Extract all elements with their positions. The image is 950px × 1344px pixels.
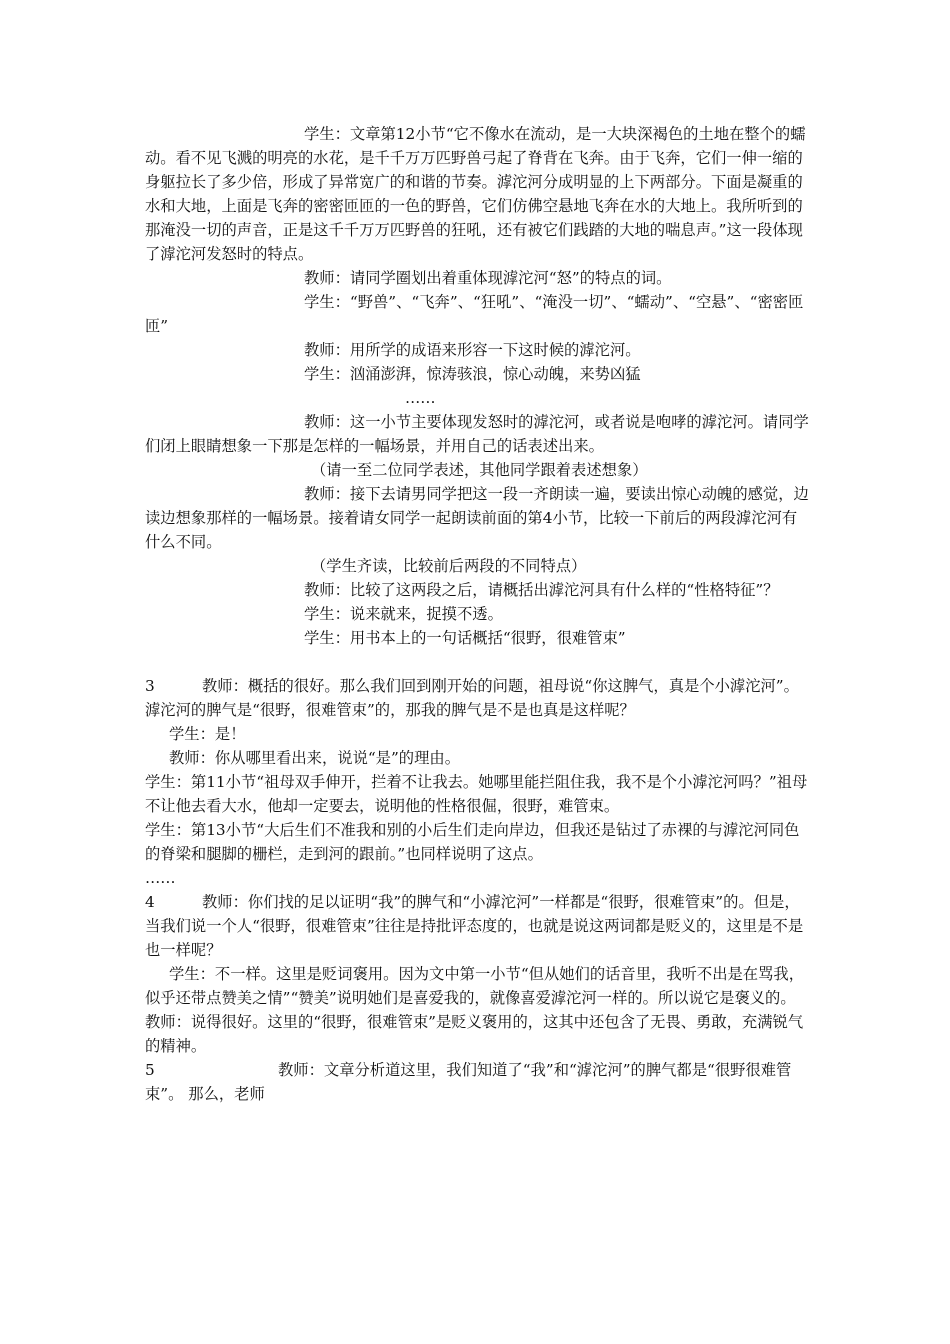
paragraph-teacher-read-aloud: 教师：接下去请男同学把这一段一齐朗读一遍，要读出惊心动魄的感觉，边读边想象那样的一幅场景。接着请女同学一起朗读前面的第4小节，比较一下前后的两段滹沱河有什么不同。 bbox=[145, 485, 809, 551]
paragraph-student-yes: 学生：是！ bbox=[169, 725, 246, 743]
section-number: 5 bbox=[145, 1061, 155, 1079]
paragraph-student-section12: 学生：文章第12小节“它不像水在流动，是一大块深褐色的土地在整个的蠕动。看不见飞溅的明亮的水花，是千千万万匹野兽弓起了脊背在飞奔。由于飞奔，它们一伸一缩的身躯拉长了多少倍，形成了异常宽广的和谐的节奏。滹沱河分成明显的上下两部分。下面是凝重的水和大地，上面是飞奔的密密匝匝的一色的野兽，它们仿佛空悬地飞奔在水的大地上。我所听到的那淹没一切的声音，正是这千千万万匹野兽的狂吼，还有被它们践踏的大地的喘息声。”这一段体现了滹沱河发怒时的特点。 bbox=[145, 125, 806, 263]
paragraph-note-compare: （学生齐读，比较前后两段的不同特点） bbox=[311, 557, 587, 575]
paragraph-teacher-conclusion: 教师：文章分析道这里，我们知道了“我”和“滹沱河”的脾气都是“很野很难管束”。 那么，老师 bbox=[145, 1061, 792, 1103]
section-5 bbox=[145, 1058, 810, 1106]
paragraph-teacher-evidence: 教师：你们找的足以证明“我”的脾气和“小滹沱河”一样都是“很野，很难管束”的。但是，当我们说一个人“很野，很难管束”往往是持批评态度的，也就是说这两词都是贬义的，这里是不是也一样呢？ bbox=[145, 893, 804, 959]
paragraph-student-quote: 学生：用书本上的一句话概括“很野，很难管束” bbox=[304, 629, 626, 647]
paragraph-note-describe: （请一至二位同学表述，其他同学跟着表述想象） bbox=[311, 461, 648, 479]
document-body bbox=[145, 122, 810, 1106]
paragraph-student-section13: 学生：第13小节“大后生们不准我和别的小后生们走向岸边，但我还是钻过了赤裸的与滹沱河同色的脊梁和腿脚的栅栏，走到河的跟前。”也同样说明了这点。 bbox=[145, 821, 800, 863]
section-number: 4 bbox=[145, 893, 155, 911]
paragraph-student-idioms: 学生：汹涌澎湃，惊涛骇浪，惊心动魄，来势凶猛 bbox=[304, 365, 641, 383]
paragraph-teacher-circle-words: 教师：请同学圈划出着重体现滹沱河“怒”的特点的词。 bbox=[304, 269, 672, 287]
paragraph-teacher-imagine: 教师：这一小节主要体现发怒时的滹沱河，或者说是咆哮的滹沱河。请同学们闭上眼睛想象一下那是怎样的一幅场景，并用自己的话表述出来。 bbox=[145, 413, 809, 455]
section-3 bbox=[145, 674, 810, 722]
paragraph-teacher-reason: 教师：你从哪里看出来，说说“是”的理由。 bbox=[169, 749, 460, 767]
section-number: 3 bbox=[145, 677, 155, 695]
section-4 bbox=[145, 890, 810, 962]
paragraph-student-section11: 学生：第11小节“祖母双手伸开，拦着不让我去。她哪里能拦阻住我，我不是个小滹沱河吗？”祖母不让他去看大水，他却一定要去，说明他的性格很倔，很野，难管束。 bbox=[145, 773, 808, 815]
paragraph-teacher-summarize: 教师：比较了这两段之后，请概括出滹沱河具有什么样的“性格特征”？ bbox=[304, 581, 779, 599]
paragraph-student-words: 学生：“野兽”、“飞奔”、“狂吼”、“淹没一切”、“蠕动”、“空悬”、“密密匝匝” bbox=[145, 293, 804, 335]
ellipsis-1: …… bbox=[405, 389, 436, 407]
paragraph-teacher-idioms: 教师：用所学的成语来形容一下这时候的滹沱河。 bbox=[304, 341, 641, 359]
paragraph-student-praise: 学生：不一样。这里是贬词褒用。因为文中第一小节“但从她们的话音里，我听不出是在骂我，似乎还带点赞美之情”“赞美”说明她们是喜爱我的，就像喜爱滹沱河一样的。所以说它是褒义的。 bbox=[145, 965, 804, 1007]
paragraph-teacher-question: 教师：概括的很好。那么我们回到刚开始的问题，祖母说“你这脾气，真是个小滹沱河”。滹沱河的脾气是“很野，很难管束”的，那我的脾气是不是也真是这样呢？ bbox=[145, 677, 799, 719]
ellipsis-2: …… bbox=[145, 869, 176, 887]
blank-line bbox=[145, 650, 810, 674]
paragraph-teacher-good: 教师：说得很好。这里的“很野，很难管束”是贬义褒用的，这其中还包含了无畏、勇敢，充满锐气的精神。 bbox=[145, 1013, 804, 1055]
paragraph-student-unpredictable: 学生：说来就来，捉摸不透。 bbox=[304, 605, 503, 623]
